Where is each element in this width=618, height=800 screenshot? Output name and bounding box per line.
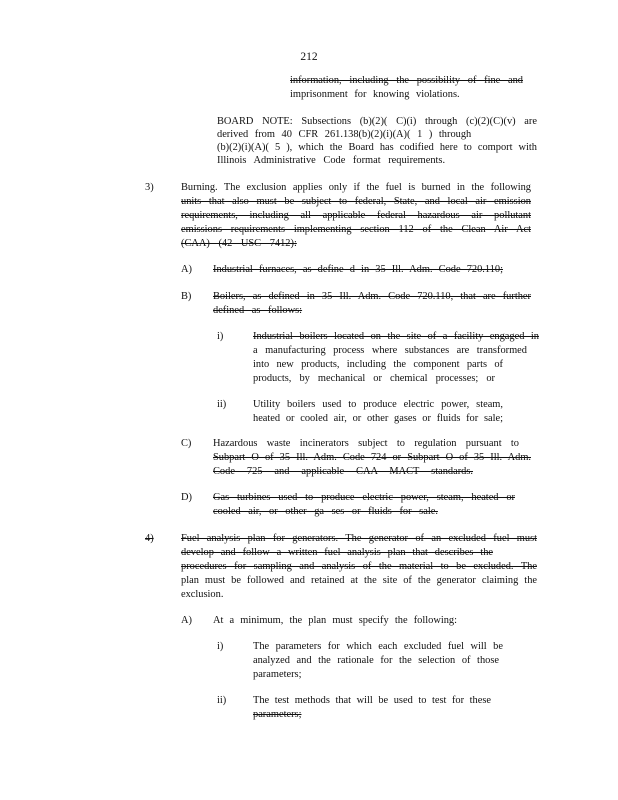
section-3a-number: A)	[181, 264, 192, 275]
section-4-line-5: exclusion.	[181, 589, 224, 600]
section-3b-ii-line-2: heated or cooled air, or other gases or fluids for sale;	[253, 413, 503, 424]
section-3-line-2: units that also must be subject to federal, State, and local air emission	[181, 196, 531, 207]
section-3b-i-number: i)	[217, 331, 224, 342]
section-3b-i-line-4: products, by mechanical or chemical processes; or	[253, 373, 495, 384]
section-3d-number: D)	[181, 492, 192, 503]
section-3b-number: B)	[181, 291, 192, 302]
section-4a-ii-line-2: parameters;	[253, 709, 302, 720]
section-3d-line-1: Gas turbines used to produce electric power, steam, heated or	[213, 492, 515, 503]
section-3b-i-line-3: into new products, including the component parts of	[253, 359, 503, 370]
section-3-line-1: Burning. The exclusion applies only if the fuel is burned in the following	[181, 182, 531, 193]
continuation-line-1: information, including the possibility of fine and	[290, 75, 523, 86]
section-3a-line-1: Industrial furnaces, as define d in 35 Ill. Adm. Code 720.110;	[213, 264, 503, 275]
board-note-line-4: Illinois Administrative Code format requirements.	[217, 155, 446, 166]
section-4a-ii-number: ii)	[217, 695, 227, 706]
section-3-line-5: (CAA) (42 USC 7412):	[181, 238, 297, 249]
board-note-line-2: derived from 40 CFR 261.138(b)(2)(i)(A)( 1 ) through	[217, 129, 472, 140]
continuation-line-2: imprisonment for knowing violations.	[290, 89, 460, 100]
section-3-number: 3)	[145, 182, 154, 193]
section-4a-ii-line-1: The test methods that will be used to test for these	[253, 695, 491, 706]
section-3b-i-line-1: Industrial boilers located on the site of a facility engaged in	[253, 331, 539, 342]
section-4a-line-1: At a minimum, the plan must specify the following:	[213, 615, 457, 626]
board-note-line-1: BOARD NOTE: Subsections (b)(2)( C)(i) through (c)(2)(C)(v) are	[217, 116, 537, 127]
section-4-number: 4)	[145, 533, 154, 544]
section-3c-line-1: Hazardous waste incinerators subject to regulation pursuant to	[213, 438, 519, 449]
section-3b-line-1: Boilers, as defined in 35 Ill. Adm. Code 720.110, that are further	[213, 291, 531, 302]
section-3b-ii-number: ii)	[217, 399, 227, 410]
section-4-line-1: Fuel analysis plan for generators. The generator of an excluded fuel must	[181, 533, 537, 544]
section-3-line-4: emissions requirements implementing section 112 of the Clean Air Act	[181, 224, 531, 235]
section-3b-ii-line-1: Utility boilers used to produce electric power, steam,	[253, 399, 503, 410]
section-4-line-2: develop and follow a written fuel analysis plan that describes the	[181, 547, 493, 558]
section-3c-number: C)	[181, 438, 192, 449]
section-4a-number: A)	[181, 615, 192, 626]
section-4a-i-line-1: The parameters for which each excluded fuel will be	[253, 641, 503, 652]
section-3-line-3: requirements, including all applicable federal hazardous air pollutant	[181, 210, 531, 221]
section-3b-i-line-2: a manufacturing process where substances are transformed	[253, 345, 527, 356]
section-4-line-4: plan must be followed and retained at the site of the generator claiming the	[181, 575, 537, 586]
section-4a-i-line-2: analyzed and the rationale for the selection of those	[253, 655, 499, 666]
section-4-line-3: procedures for sampling and analysis of the material to be excluded. The	[181, 561, 537, 572]
section-4a-i-number: i)	[217, 641, 224, 652]
page-number: 212	[300, 51, 318, 63]
board-note-line-3: (b)(2)(i)(A)( 5 ), which the Board has codified here to comport with	[217, 142, 537, 153]
section-3b-line-2: defined as follows:	[213, 305, 303, 316]
section-3d-line-2: cooled air, or other ga ses or fluids for sale.	[213, 506, 438, 517]
section-3c-line-2: Subpart O of 35 Ill. Adm. Code 724 or Subpart O of 35 Ill. Adm.	[213, 452, 531, 463]
section-3c-line-3: Code 725 and applicable CAA MACT standards.	[213, 466, 473, 477]
section-4a-i-line-3: parameters;	[253, 669, 302, 680]
